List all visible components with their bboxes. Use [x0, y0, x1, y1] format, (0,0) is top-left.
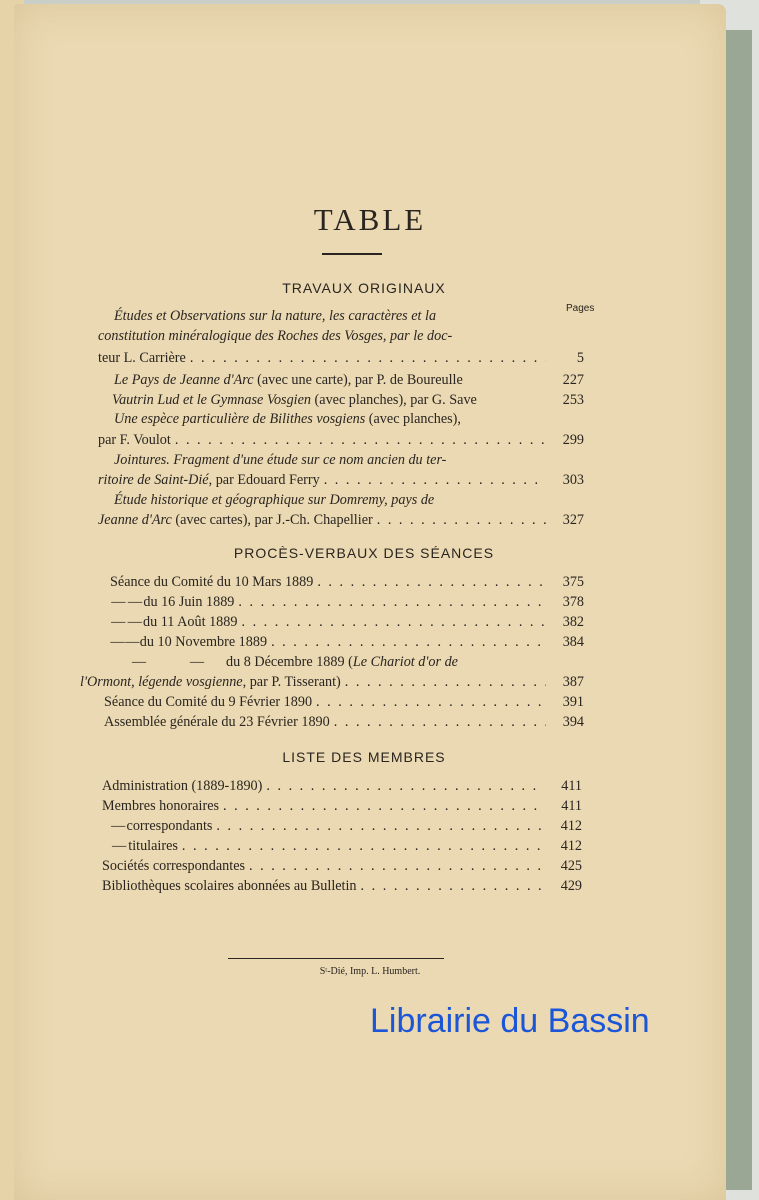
toc-entry-carriere-line1: Études et Observations sur la nature, les caractères et la — [114, 308, 437, 324]
toc-entry-label: Sociétés correspondantes — [102, 858, 246, 874]
toc-entry-label: Assemblée générale du 23 Février 1890 — [104, 714, 330, 730]
leader-dots — [223, 796, 544, 816]
section-title-proces-verbaux: PROCÈS-VERBAUX DES SÉANCES — [233, 545, 495, 561]
ditto-dash: — — [127, 594, 143, 610]
toc-entry-seance-3 — [110, 612, 584, 632]
page-number: 375 — [562, 574, 584, 590]
leader-dots — [249, 856, 544, 876]
toc-entry-label: Séance du Comité du 10 Mars 1889 — [110, 574, 314, 590]
toc-entry-label: l'Ormont, légende vosgienne, par P. Tisserant) — [80, 674, 341, 690]
page-number: 227 — [562, 372, 584, 388]
page-number: 425 — [560, 858, 582, 874]
leader-dots — [361, 876, 544, 896]
ditto-dash: — — [112, 838, 127, 854]
page-number: 299 — [562, 432, 584, 448]
toc-entry-label: du 16 Juin 1889 — [143, 594, 235, 610]
leader-dots — [190, 348, 546, 368]
ditto-dash: — — [189, 654, 205, 670]
toc-entry-voulot-line1: Une espèce particulière de Bilithes vosgiens (avec planches), — [114, 411, 461, 427]
toc-entry-chapellier — [98, 510, 584, 530]
toc-entry-label: teur L. Carrière — [98, 350, 186, 366]
title-rule — [322, 253, 382, 255]
toc-entry-label: Le Pays de Jeanne d'Arc (avec une carte), par P. de Boureulle — [114, 372, 463, 388]
toc-entry-ferry — [98, 470, 584, 490]
toc-entry-ferry-line1: Jointures. Fragment d'une étude sur ce nom ancien du ter- — [114, 452, 447, 468]
toc-entry-label: Séance du Comité du 9 Février 1890 — [104, 694, 313, 710]
ditto-dash: — — [125, 634, 140, 650]
toc-entry-carriere — [98, 348, 584, 368]
toc-entry-label: Vautrin Lud et le Gymnase Vosgien (avec planches), par G. Save — [112, 392, 477, 408]
ditto-dash: — — [111, 594, 126, 610]
page-number: 327 — [562, 512, 584, 528]
page-number: 412 — [560, 838, 582, 854]
page-number: 394 — [562, 714, 584, 730]
toc-entry-label: par F. Voulot — [98, 432, 171, 448]
page-number: 5 — [576, 350, 584, 366]
toc-entry-seance-5-line1: — — du 8 Décembre 1889 (Le Chariot d'or de — [110, 652, 458, 672]
ditto-dash: — — [131, 654, 147, 670]
leader-dots — [317, 572, 546, 592]
page-number: 384 — [562, 634, 584, 650]
page-number: 391 — [562, 694, 584, 710]
imprint-rule — [228, 958, 444, 959]
leader-dots — [238, 592, 546, 612]
leader-dots — [175, 430, 546, 450]
leader-dots — [316, 692, 546, 712]
page-number: 411 — [561, 798, 582, 814]
toc-entry-label: du 11 Août 1889 — [143, 614, 238, 630]
toc-entry-seance-6 — [104, 692, 584, 712]
ditto-dash: — — [110, 634, 125, 650]
toc-entry-seance-1 — [110, 572, 584, 592]
toc-entry-label: Membres honoraires — [102, 798, 220, 814]
page-number: 253 — [562, 392, 584, 408]
toc-entry-seance-4 — [110, 632, 584, 652]
leader-dots — [182, 836, 544, 856]
toc-entry-save — [112, 390, 584, 410]
toc-entry-membres-6 — [102, 876, 582, 896]
leader-dots — [266, 776, 544, 796]
bookseller-watermark: Librairie du Bassin — [370, 1002, 650, 1040]
cover-edge-strip — [722, 30, 752, 1190]
page-number: 412 — [560, 818, 582, 834]
leader-dots — [216, 816, 544, 836]
leader-dots — [324, 470, 546, 490]
page-number: 429 — [560, 878, 582, 894]
toc-entry-membres-5 — [102, 856, 582, 876]
page-title: TABLE — [313, 202, 427, 237]
printer-imprint: Sᵗ-Dié, Imp. L. Humbert. — [319, 966, 421, 977]
page-number: 387 — [562, 674, 584, 690]
toc-entry-label: du 10 Novembre 1889 — [139, 634, 268, 650]
page-number: 303 — [562, 472, 584, 488]
toc-entry-membres-2 — [102, 796, 582, 816]
toc-entry-membres-4 — [110, 836, 582, 856]
toc-entry-label: correspondants — [126, 818, 213, 834]
ditto-dash: — — [111, 818, 126, 834]
leader-dots — [345, 672, 546, 692]
toc-entry-boureulle — [114, 370, 584, 390]
toc-entry-label: titulaires — [128, 838, 178, 854]
toc-entry-voulot — [98, 430, 584, 450]
toc-entry-carriere-line2: constitution minéralogique des Roches des Vosges, par le doc- — [98, 328, 453, 344]
page-number: 411 — [561, 778, 582, 794]
section-title-travaux: TRAVAUX ORIGINAUX — [282, 280, 446, 296]
leader-dots — [271, 632, 546, 652]
leader-dots — [241, 612, 546, 632]
leader-dots — [377, 510, 546, 530]
toc-entry-seance-7 — [104, 712, 584, 732]
toc-entry-label: ritoire de Saint-Dié, par Edouard Ferry — [98, 472, 320, 488]
page-number: 378 — [562, 594, 585, 610]
toc-entry-label: Jeanne d'Arc (avec cartes), par J.-Ch. Chapellier — [98, 512, 373, 528]
page-number: 382 — [562, 614, 584, 630]
toc-entry-membres-3 — [110, 816, 582, 836]
toc-entry-chapellier-line1: Étude historique et géographique sur Domremy, pays de — [114, 492, 435, 508]
ditto-dash: — — [127, 614, 142, 630]
toc-entry-label: Bibliothèques scolaires abonnées au Bulletin — [102, 878, 357, 894]
pages-column-label: Pages — [566, 303, 595, 314]
toc-entry-seance-5 — [80, 672, 584, 692]
ditto-dash: — — [111, 614, 126, 630]
section-title-liste-membres: LISTE DES MEMBRES — [282, 749, 446, 765]
toc-entry-seance-2 — [110, 592, 584, 612]
toc-entry-membres-1 — [102, 776, 582, 796]
toc-entry-label: Administration (1889-1890) — [102, 778, 263, 794]
leader-dots — [334, 712, 546, 732]
